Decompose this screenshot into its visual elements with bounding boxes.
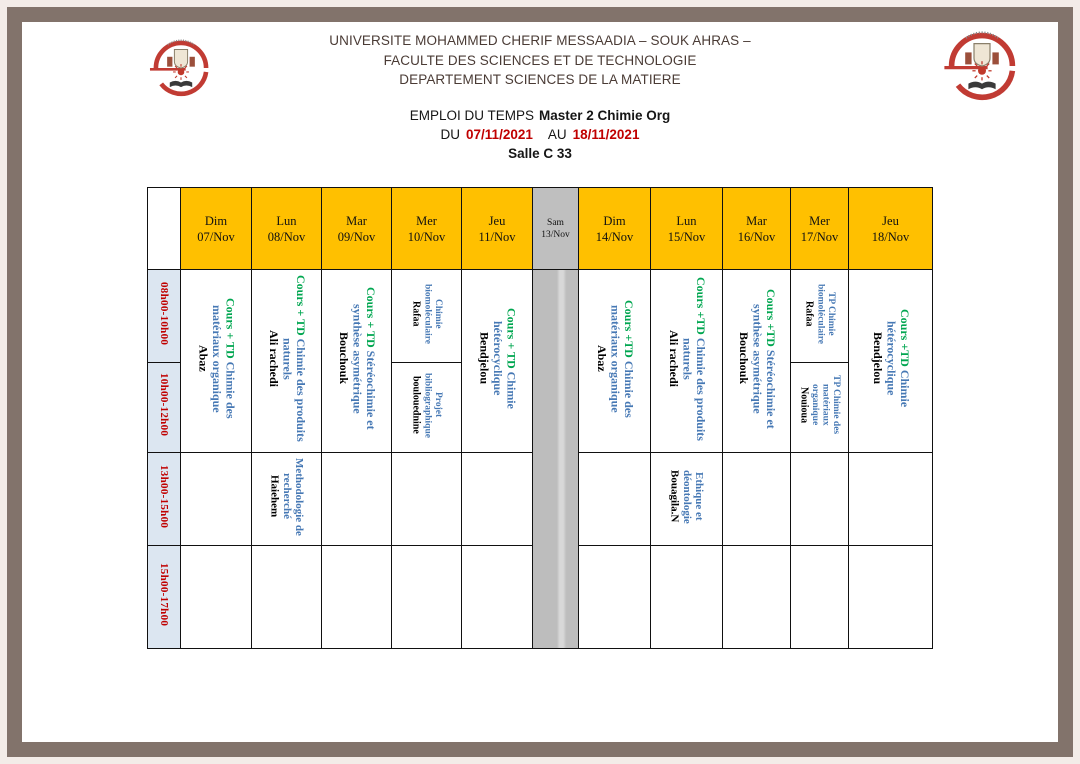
day-header-jeu18: Jeu 18/Nov — [849, 188, 933, 270]
empty-cell — [462, 546, 533, 649]
faculty-name: FACULTE DES SCIENCES ET DE TECHNOLOGIE — [383, 52, 697, 68]
empty-cell — [181, 453, 252, 546]
room-label: Salle C 33 — [508, 145, 572, 161]
day-header-mar09: Mar 09/Nov — [322, 188, 392, 270]
day-header-jeu11: Jeu 11/Nov — [462, 188, 533, 270]
course-title — [422, 271, 443, 357]
course-cell-mer17-morning1 — [791, 270, 849, 363]
schedule-title-bold: Master 2 Chimie Org — [538, 107, 671, 123]
day-header-mer10: Mer 10/Nov — [392, 188, 462, 270]
teacher-name: Bendjelou — [870, 332, 885, 385]
course-name: Projet bibliographique — [422, 372, 443, 438]
course-cell-mer10-morning2 — [392, 363, 462, 453]
course-name: Stéréochimie et synthèse asymétrique — [750, 303, 778, 429]
course-title — [209, 274, 236, 444]
course-name: TP Chimie biomoléculaire — [815, 283, 836, 344]
saturday-column — [533, 270, 579, 649]
empty-cell — [579, 453, 651, 546]
course-type-label: Cours +TD — [621, 299, 636, 361]
course-name: Chimie des produits naturels — [280, 337, 308, 442]
timetable-container — [147, 187, 933, 649]
course-title — [280, 274, 307, 444]
course-title — [750, 274, 777, 444]
course-name: Chimie hétérocyclique — [884, 321, 912, 408]
course-title — [680, 274, 707, 444]
course-title — [884, 274, 911, 444]
course-cell-mer17-morning2 — [791, 363, 849, 453]
empty-cell — [322, 453, 392, 546]
course-cell-jeu11 — [462, 270, 533, 453]
empty-cell — [392, 546, 462, 649]
schedule-title — [22, 106, 1058, 125]
teacher-name: Abaz — [594, 345, 609, 372]
empty-cell — [462, 453, 533, 546]
course-cell-dim14 — [579, 270, 651, 453]
teacher-name: Bouchouk — [736, 332, 751, 385]
header-row — [148, 188, 933, 270]
course-type-label: Cours + TD — [293, 275, 308, 339]
day-header-dim07: Dim 07/Nov — [181, 188, 252, 270]
course-name: Chimie biomoléculaire — [422, 283, 443, 344]
teacher-name: Bendjelou — [477, 332, 492, 385]
course-name: Ethique et déontologie — [680, 469, 706, 524]
au-label: AU — [547, 126, 567, 142]
course-name: Stéréochimie et synthèse asymétrique — [350, 303, 378, 430]
time-label-15h00-17h00: 15h00-17h00 — [148, 546, 181, 649]
course-title — [608, 274, 635, 444]
course-title — [422, 366, 443, 444]
course-title — [490, 274, 517, 444]
course-cell-mar09 — [322, 270, 392, 453]
day-header-lun08: Lun 08/Nov — [252, 188, 322, 270]
course-title — [681, 454, 706, 540]
header-block — [22, 31, 1058, 163]
empty-cell — [723, 453, 791, 546]
course-name: TP Chimie des matériaux organique — [809, 375, 842, 435]
course-type-label: Cours +TD — [693, 276, 708, 338]
course-cell-dim07 — [181, 270, 252, 453]
course-title — [350, 274, 377, 444]
course-title — [281, 454, 306, 540]
course-type-label: Cours +TD — [763, 288, 778, 350]
date-range — [22, 125, 1058, 144]
course-title — [809, 366, 841, 444]
course-cell-lun15 — [651, 270, 723, 453]
teacher-name: Bouchouk — [336, 332, 351, 385]
department-name: DEPARTEMENT SCIENCES DE LA MATIERE — [399, 72, 681, 87]
corner-cell — [148, 188, 181, 270]
timetable-table — [147, 187, 933, 649]
teacher-name: Rafaa — [410, 300, 422, 327]
course-name: Chimie hétérocyclique — [490, 321, 519, 409]
empty-cell — [651, 546, 723, 649]
day-header-dim14: Dim 14/Nov — [579, 188, 651, 270]
empty-cell — [849, 546, 933, 649]
teacher-name: Bouagila.N — [668, 470, 681, 523]
course-type-label: Cours +TD — [897, 309, 912, 371]
teacher-name: Nouioua — [798, 386, 810, 424]
course-cell-mar16 — [723, 270, 791, 453]
du-label: DU — [440, 126, 461, 142]
time-label-10h00-12h00: 10h00-12h00 — [148, 363, 181, 453]
time-label-13h00-15h00: 13h00-15h00 — [148, 453, 181, 546]
empty-cell — [252, 546, 322, 649]
day-header-sam13: Sam 13/Nov — [533, 188, 579, 270]
empty-cell — [791, 453, 849, 546]
document-page — [22, 22, 1058, 742]
course-name: Chimie des produits naturels — [680, 337, 708, 441]
empty-cell — [791, 546, 849, 649]
time-label-08h00-10h00: 08h00-10h00 — [148, 270, 181, 363]
teacher-name: boulouednine — [410, 376, 422, 434]
schedule-title-regular: EMPLOI DU TEMPS — [409, 107, 534, 123]
course-cell-jeu18 — [849, 270, 933, 453]
course-cell-lun08-afternoon — [252, 453, 322, 546]
course-cell-lun15-afternoon — [651, 453, 723, 546]
course-name: Chimie des matériaux organique — [209, 304, 238, 419]
course-type-label: Cours + TD — [504, 308, 519, 372]
course-cell-lun08 — [252, 270, 322, 453]
empty-cell — [181, 546, 252, 649]
course-cell-mer10-morning1 — [392, 270, 462, 363]
teacher-name: Ali rachedi — [666, 330, 681, 387]
course-name: Chimie des matériaux organique — [608, 304, 636, 418]
teacher-name: Ali rachedi — [266, 330, 281, 387]
course-type-label: Cours + TD — [363, 287, 378, 351]
day-header-mar16: Mar 16/Nov — [723, 188, 791, 270]
day-header-mer17: Mer 17/Nov — [791, 188, 849, 270]
row-08h00-10h00 — [148, 270, 933, 363]
teacher-name: Haiehem — [268, 475, 281, 518]
date-to: 18/11/2021 — [572, 126, 640, 142]
course-name: Methodologie de recherché — [280, 457, 306, 536]
teacher-name: Abaz — [196, 345, 211, 372]
day-header-lun15: Lun 15/Nov — [651, 188, 723, 270]
empty-cell — [322, 546, 392, 649]
empty-cell — [392, 453, 462, 546]
course-title — [815, 271, 836, 357]
date-from: 07/11/2021 — [466, 126, 533, 142]
course-type-label: Cours + TD — [223, 298, 238, 362]
university-name: UNIVERSITE MOHAMMED CHERIF MESSAADIA – SOUK AHRAS – — [329, 33, 751, 48]
teacher-name: Rafaa — [803, 300, 815, 327]
empty-cell — [849, 453, 933, 546]
empty-cell — [579, 546, 651, 649]
empty-cell — [723, 546, 791, 649]
